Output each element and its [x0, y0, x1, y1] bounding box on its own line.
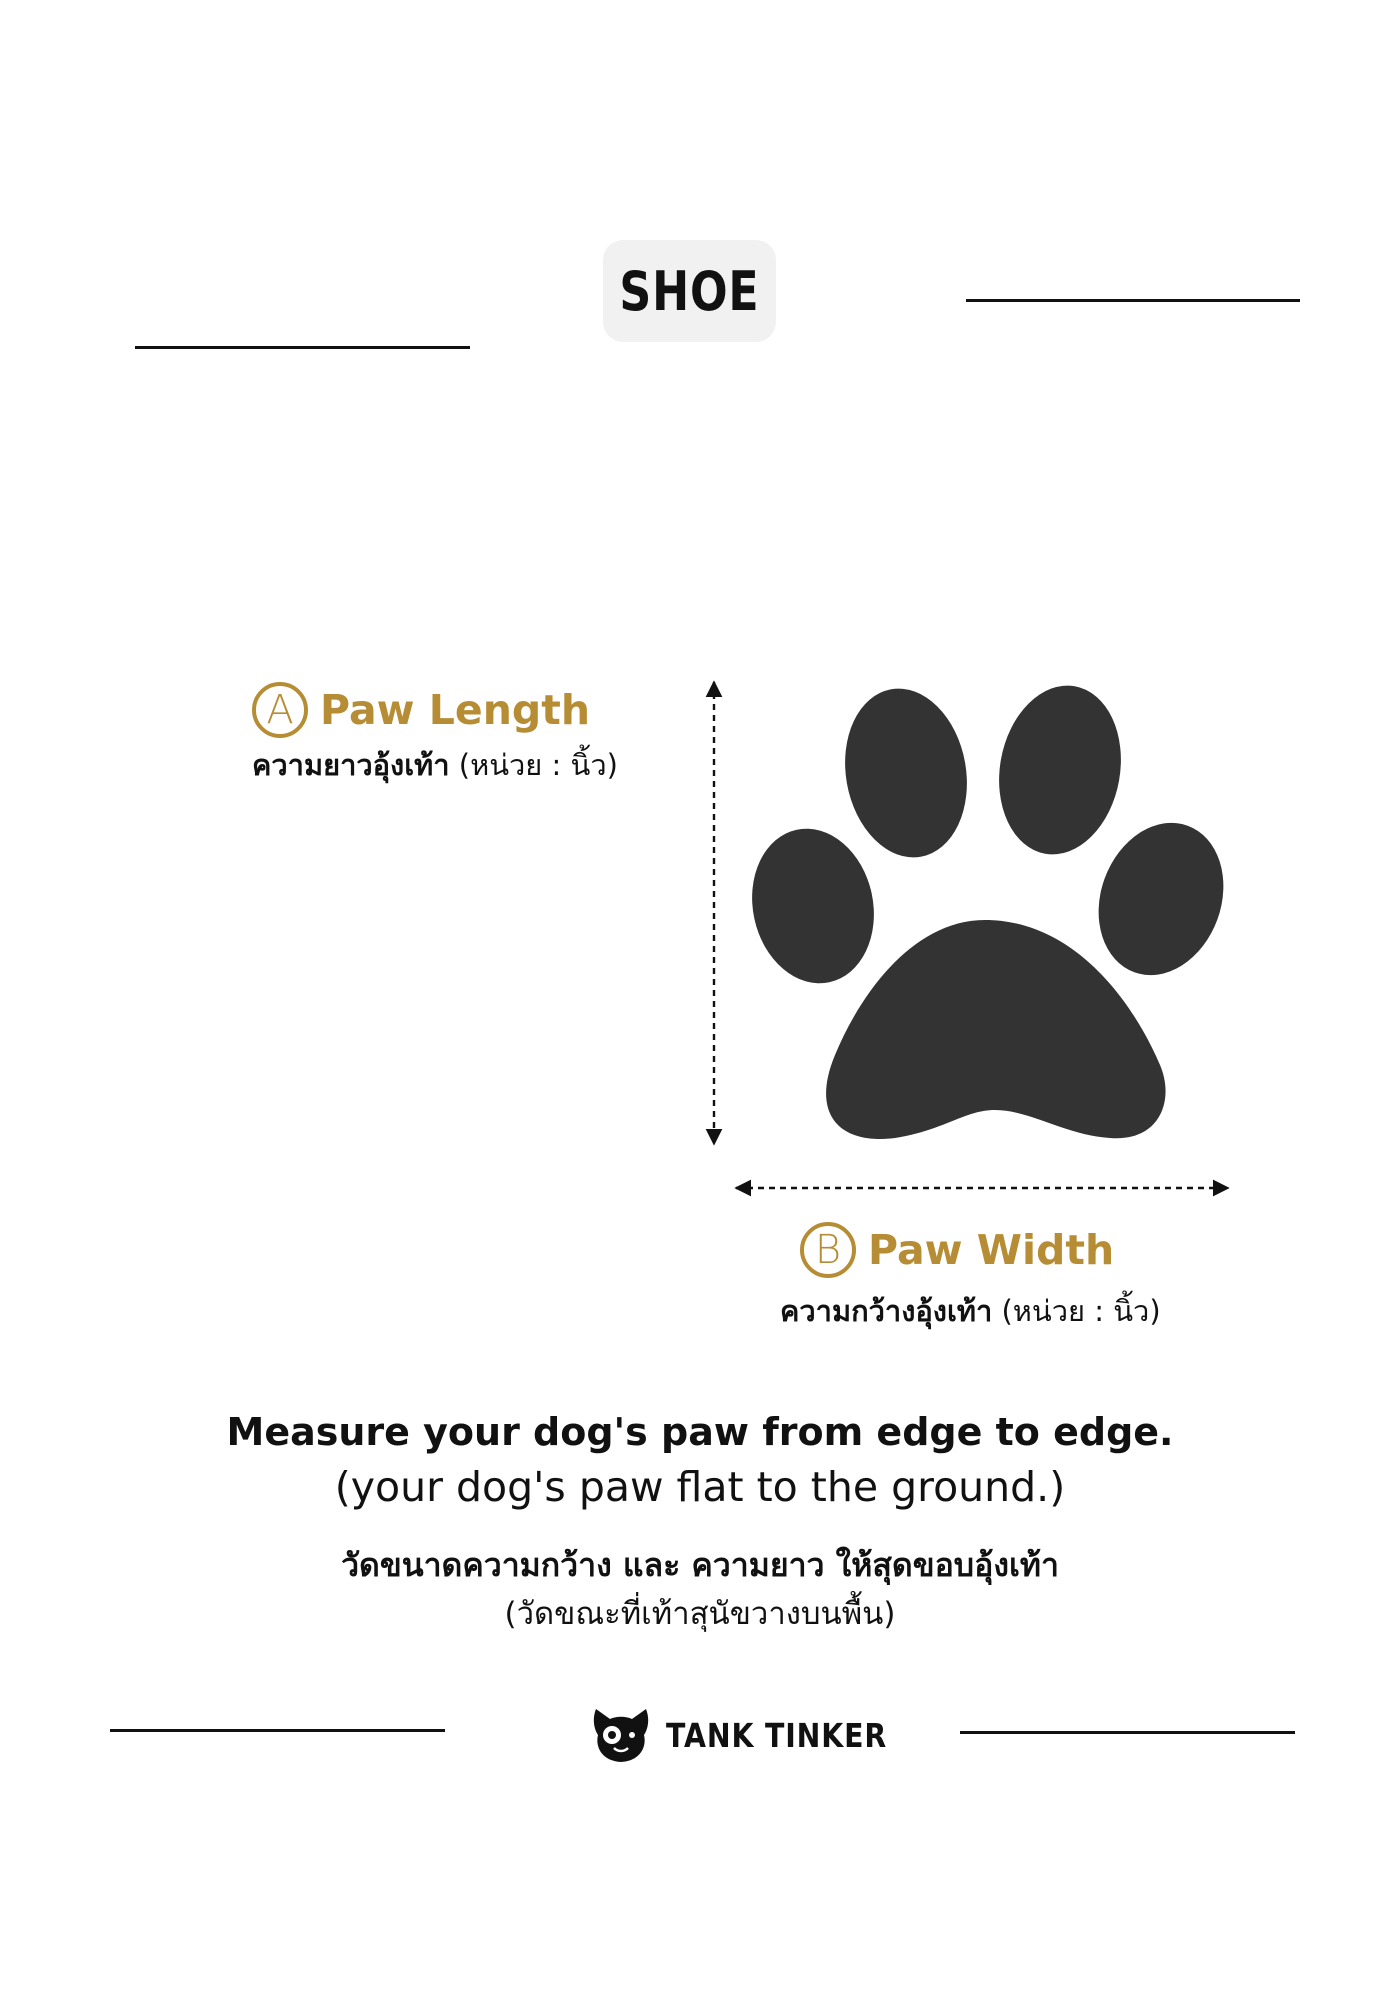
footer-rule-left — [110, 1729, 445, 1732]
page-title: SHOE — [619, 259, 760, 323]
instruction-sub-en: (your dog's paw flat to the ground.) — [334, 1463, 1066, 1511]
title-chip — [603, 240, 776, 342]
brand-logo — [590, 1705, 923, 1765]
paw-width-label — [800, 1222, 1114, 1278]
badge-b: B — [800, 1222, 856, 1278]
paw-print-icon — [738, 676, 1244, 1139]
bulldog-logo-icon — [590, 1705, 652, 1765]
paw-length-thai-bold: ความยาวอุ้งเท้า — [252, 748, 450, 782]
paw-length-label — [252, 682, 590, 738]
instruction-main-en: Measure your dog's paw from edge to edge. — [226, 1410, 1174, 1454]
paw-width-title: Paw Width — [868, 1226, 1115, 1274]
paw-width-thai-bold: ความกว้างอุ้งเท้า — [780, 1294, 993, 1328]
badge-a: A — [252, 682, 308, 738]
paw-length-title: Paw Length — [320, 686, 591, 734]
footer-rule-right — [960, 1731, 1295, 1734]
header-rule-left — [135, 346, 470, 349]
paw-width-unit: (หน่วย : นิ้ว) — [1001, 1294, 1161, 1328]
paw-length-unit: (หน่วย : นิ้ว) — [458, 748, 618, 782]
brand-name: TANK TINKER — [666, 1715, 888, 1755]
header-rule-right — [966, 299, 1300, 302]
paw-length-thai — [252, 742, 618, 788]
paw-diagram — [690, 670, 1250, 1210]
instruction-main-th: วัดขนาดความกว้าง และ ความยาว ให้สุดขอบอุ้งเท้า — [341, 1546, 1059, 1584]
instruction-sub-th: (วัดขณะที่เท้าสุนัขวางบนพื้น) — [504, 1596, 896, 1632]
paw-width-thai — [780, 1288, 1161, 1334]
